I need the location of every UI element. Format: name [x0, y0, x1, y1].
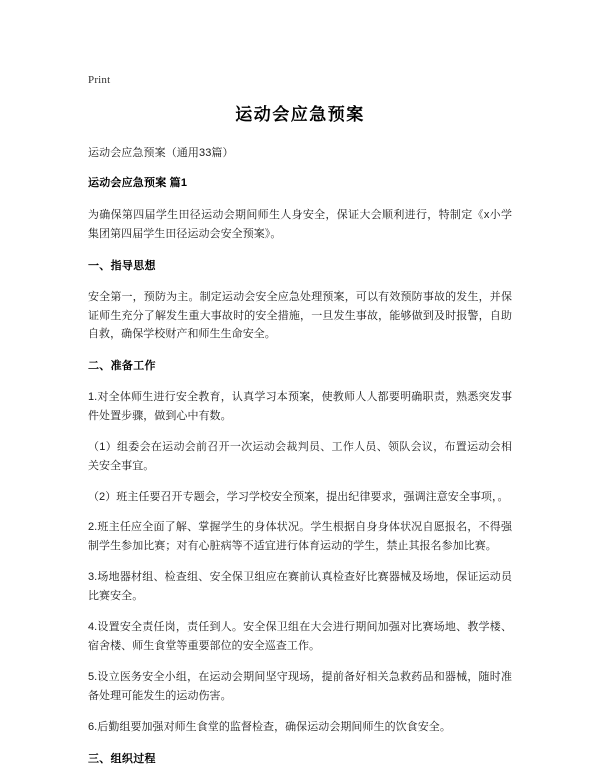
- document-subtitle: 运动会应急预案（通用33篇）: [88, 147, 234, 160]
- section-heading-1: 一、指导思想: [88, 260, 156, 272]
- section-paragraph: （1）组委会在运动会前召开一次运动会裁判员、工作人员、领队会议，布置运动会相关安全事宜。: [88, 440, 512, 472]
- section-heading-3: 三、组织过程: [88, 752, 156, 765]
- intro-paragraph: 为确保第四届学生田径运动会期间师生人身安全，保证大会顺利进行，特制定《x小学集团第四届学生田径运动会安全预案》。: [88, 209, 512, 241]
- print-toolbar: [0, 0, 600, 88]
- document-body: [0, 145, 600, 768]
- section-paragraph: 1.对全体师生进行安全教育，认真学习本预案，使教师人人都要明确职责，熟悉突发事件处置步骤，做到心中有数。: [88, 390, 512, 422]
- section-paragraph: 5.设立医务安全小组，在运动会期间坚守现场，提前备好相关急救药品和器械，随时准备处理可能发生的运动伤害。: [88, 670, 512, 702]
- page-title: 运动会应急预案: [235, 105, 365, 125]
- section-paragraph: 安全第一，预防为主。制定运动会安全应急处理预案，可以有效预防事故的发生，并保证师生充分了解发生重大事故时的安全措施，一旦发生事故，能够做到及时报警，自助自救，确保学校财产和师生生命安全。: [88, 290, 512, 341]
- article-heading: 运动会应急预案 篇1: [88, 177, 188, 190]
- section-paragraph: 6.后勤组要加强对师生食堂的监督检查，确保运动会期间师生的饮食安全。: [88, 720, 451, 733]
- section-paragraph: 4.设置安全责任岗，责任到人。安全保卫组在大会进行期间加强对比赛场地、教学楼、宿舍楼、师生食堂等重要部位的安全巡查工作。: [88, 621, 512, 652]
- section-paragraph: 3.场地器材组、检查组、安全保卫组应在赛前认真检查好比赛器械及场地，保证运动员比赛安全。: [88, 571, 512, 603]
- section-paragraph: 2.班主任应全面了解、掌握学生的身体状况。学生根据自身身体状况自愿报名，不得强制学生参加比赛；对有心脏病等不适宜进行体育运动的学生，禁止其报名参加比赛。: [88, 521, 512, 553]
- print-button[interactable]: Print: [88, 74, 111, 86]
- section-heading-2: 二、准备工作: [88, 360, 156, 373]
- section-paragraph: （2）班主任要召开专题会，学习学校安全预案，提出纪律要求，强调注意安全事项，。: [88, 490, 509, 503]
